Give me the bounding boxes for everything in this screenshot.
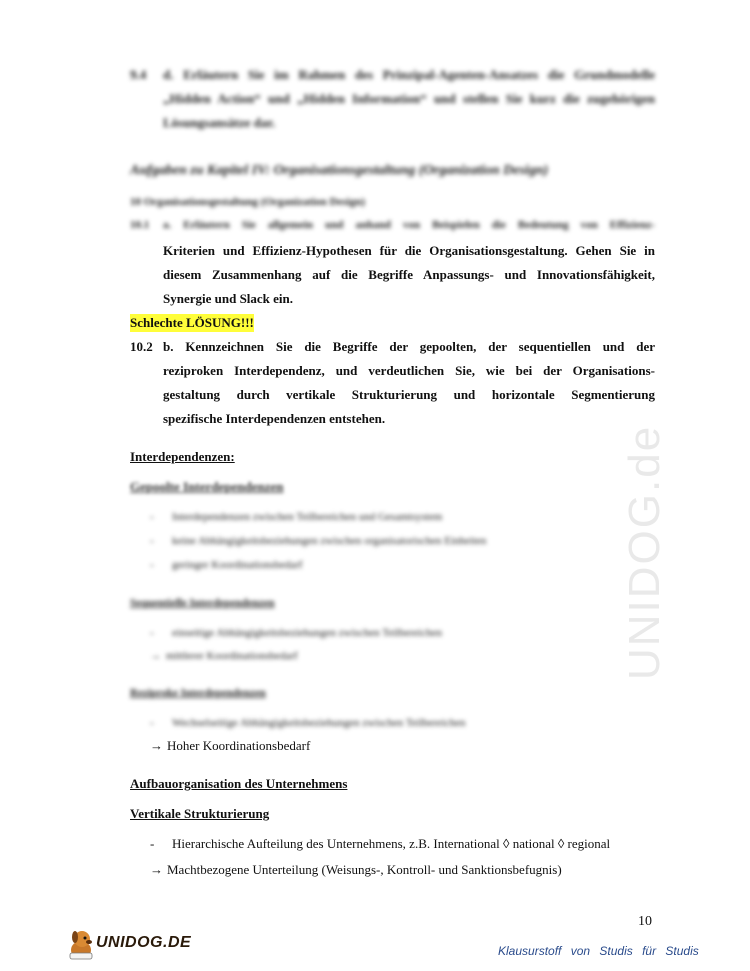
page-number: 10 (638, 914, 652, 929)
question-text-line: „Hidden Action“ und „Hidden Information“ und stellen Sie kurz die zugehörigen (163, 91, 655, 106)
bad-solution-label: Schlechte LÖSUNG!!! (130, 315, 254, 330)
list-item: Hierarchische Aufteilung des Unternehmens, z.B. International ◊ national ◊ regional (172, 836, 611, 851)
bullet-dash: - (150, 559, 154, 571)
question-text-line: spezifische Interdependenzen entstehen. (163, 411, 386, 426)
bullet-dash: - (150, 836, 155, 851)
subheading: Reziproke Interdependenzen (130, 687, 266, 699)
watermark: UNIDOG.de (620, 424, 669, 680)
bullet-dash: - (150, 717, 154, 729)
question-text-line: gestaltung durch vertikale Strukturierung und horizontale Segmentierung (163, 387, 655, 402)
list-item: Wechselseitige Abhängigkeitsbeziehungen zwischen Teilbereichen (172, 717, 466, 729)
list-item: Interdependenzen zwischen Teilbereichen und Gesamtsystem (172, 511, 443, 523)
subheading: Sequentielle Interdependenzen (130, 597, 275, 609)
arrow-icon: → (150, 650, 161, 662)
list-item: geringer Koordinationsbedarf (172, 559, 303, 571)
section-heading: 10 Organisationsgestaltung (Organization Design) (130, 196, 365, 208)
arrow-icon: → (150, 862, 163, 877)
unidog-logo (66, 928, 192, 962)
question-text-line: Synergie und Slack ein. (163, 291, 294, 306)
question-text-line: Lösungsansätze dar. (163, 115, 276, 130)
question-text-line: diesem Zusammenhang auf die Begriffe Anpassungs- und Innovationsfähigkeit, (163, 267, 655, 282)
question-text-line: d. Erläutern Sie im Rahmen des Prinzipal-Agenten-Ansatzes die Grundmodelle (163, 67, 655, 82)
subheading: Gepoolte Interdependenzen (130, 479, 284, 494)
question-number: 9.4 (130, 67, 147, 82)
question-number: 10.2 (130, 339, 153, 354)
bullet-dash: - (150, 535, 154, 547)
chapter-heading: Aufgaben zu Kapitel IV: Organisationsgestaltung (Organization Design) (130, 163, 549, 178)
subheading: Vertikale Strukturierung (130, 806, 270, 821)
section-heading: Aufbauorganisation des Unternehmens (130, 776, 348, 791)
question-number: 10.1 (130, 219, 150, 231)
question-text-line: a. Erläutern Sie allgemein und anhand von Beispielen die Bedeutung von Effizienz- (163, 219, 655, 231)
logo-text: UNIDOG.DE (96, 934, 192, 951)
question-text-line: Kriterien und Effizienz-Hypothesen für die Organisationsgestaltung. Gehen Sie in (163, 243, 655, 258)
bullet-dash: - (150, 627, 154, 639)
list-item: Hoher Koordinationsbedarf (167, 738, 311, 753)
list-item: Machtbezogene Unterteilung (Weisungs-, Kontroll- und Sanktionsbefugnis) (167, 862, 562, 877)
dog-icon (66, 928, 96, 962)
list-item: mittlerer Koordinationsbedarf (166, 650, 298, 662)
question-text-line: b. Kennzeichnen Sie die Begriffe der gepoolten, der sequentiellen und der (163, 339, 655, 354)
footer-text: Klausurstoff von Studis für Studis (498, 944, 699, 958)
arrow-icon: → (150, 738, 163, 753)
bullet-dash: - (150, 511, 154, 523)
list-item: keine Abhängigkeitsbeziehungen zwischen organisatorischen Einheiten (172, 535, 487, 547)
list-item: einseitige Abhängigkeitsbeziehungen zwischen Teilbereichen (172, 627, 442, 639)
section-heading: Interdependenzen: (130, 449, 235, 464)
question-text-line: reziproken Interdependenz, und verdeutlichen Sie, wie bei der Organisations- (163, 363, 655, 378)
